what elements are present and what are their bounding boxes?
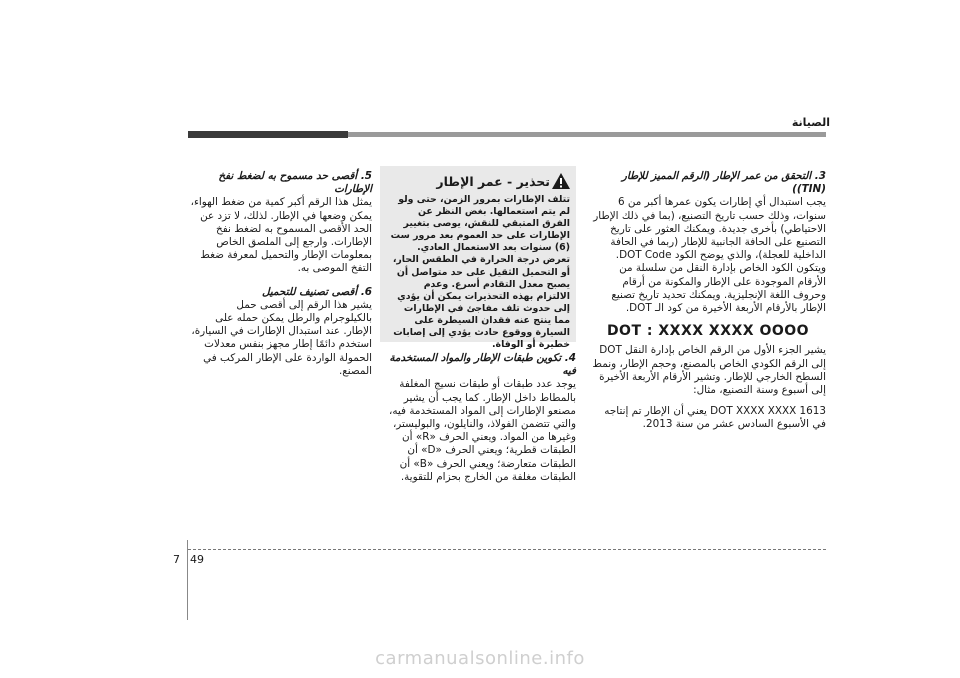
warning-triangle-icon: [551, 172, 571, 190]
tire-ply-paragraph: يوجد عدد طبقات أو طبقات نسيج المغلفة بالمطاط داخل الإطار. كما يجب أن يشير مصنعو الإطارات إلى المواد المستخدمة فيه، والتي تتضمن الفولاذ، والنايلون، والبوليستر، وغيرها من المواد. ويعني الحرف «R» أن الطبقات قطرية؛ ويعني الحرف «D» أن الطبقات متعارضة؛ ويعني الحرف «B» أن الطبقات مغلفة من الخارج بحزام للتقوية.: [389, 378, 576, 483]
page-number: 49: [190, 553, 204, 566]
dot-code-explanation: يشير الجزء الأول من الرقم الخاص بإدارة النقل DOT إلى الرقم الكودي الخاص بالمصنع، وحجم الإطار، ونمط السطح الخارجي للإطار. وتشير الأرقام الأربعة الأخيرة إلى أسبوع وسنة التصنيع، مثال:: [592, 344, 826, 397]
tire-ply-heading: 4. تكوين طبقات الإطار والمواد المستخدمة فيه: [389, 352, 576, 378]
dot-code-example-explanation: DOT XXXX XXXX 1613 يعني أن الإطار تم إنتاجه في الأسبوع السادس عشر من سنة 2013.: [604, 405, 826, 431]
tire-age-heading: 3. التحقق من عمر الإطار (الرقم المميز للإطار (TIN)): [621, 170, 826, 196]
dot-code-example: DOT : XXXX XXXX OOOO: [606, 323, 810, 340]
max-pressure-heading: 5. أقصى حد مسموح به لضغط نفخ الإطارات: [218, 170, 372, 196]
chapter-number: 7: [173, 553, 180, 566]
left-column: [188, 170, 372, 378]
max-load-heading: 6. أقصى تصنيف للتحميل: [262, 285, 372, 298]
middle-column: [380, 352, 576, 484]
watermark: carmanualsonline.info: [375, 648, 585, 669]
tire-age-paragraph: يجب استبدال أي إطارات يكون عمرها أكبر من 6 سنوات، وذلك حسب تاريخ التصنيع، (بما في ذلك الإطار الاحتياطي) بأخرى جديدة. ويمكنك العثور على تاريخ التصنيع على الحافة الجانبية للإطار (ربما في الحافة الداخلية للعجلة)، والذي يوضح الكود DOT Code. ويتكون الكود الخاص بإدارة النقل من سلسلة من الأرقام الموجودة على الإطار والمكونة من أرقام وحروف اللغة الإنجليزية. ويمكنك تحديد تاريخ تصنيع الإطار بالأرقام الأربعة الأخيرة من كود الـ DOT.: [593, 196, 826, 315]
header-rule-accent: [188, 131, 348, 138]
warning-body: تتلف الإطارات بمرور الزمن، حتى ولو لم يتم استعمالها. بغض النظر عن الفرق المتبقي للنقش، يوصى بتغيير الإطارات على حد العموم بعد مرور ست (6) سنوات بعد الاستعمال العادي. تعرض درجة الحرارة في الطقس الحار، أو التحميل الثقيل على حد متواصل أن يصبح معدل التقادم أسرع. وعدم الالتزام بهذه التحذيرات يمكن أن يؤدي إلى حدوث تلف مفاجئ في الإطارات مما ينتج عنه فقدان السيطرة على السيارة ووقوع حادث يؤدي إلى إصابات خطيرة أو الوفاة.: [390, 194, 570, 351]
footer-rule: [188, 549, 826, 550]
section-title: الصيانة: [791, 116, 830, 129]
crop-mark: [187, 540, 188, 620]
warning-title: تحذير - عمر الإطار: [436, 174, 550, 189]
max-load-paragraph: يشير هذا الرقم إلى أقصى حمل بالكيلوجرام والرطل يمكن حمله على الإطار. عند استبدال الإطارات في السيارة، استخدم دائمًا إطار مجهز بنفس معدلات الحمولة الواردة على الإطار المركب في المصنع.: [191, 298, 372, 377]
right-column: [590, 170, 826, 432]
max-pressure-paragraph: يمثل هذا الرقم أكبر كمية من ضغط الهواء، يمكن وضعها في الإطار. لذلك، لا تزد عن الحد الأقصى المسموح به لضغط نفخ الإطارات. وارجع إلى الملصق الخاص بمعلومات الإطار والتحميل لمعرفة ضغط التفخ الموصى به.: [190, 196, 372, 275]
